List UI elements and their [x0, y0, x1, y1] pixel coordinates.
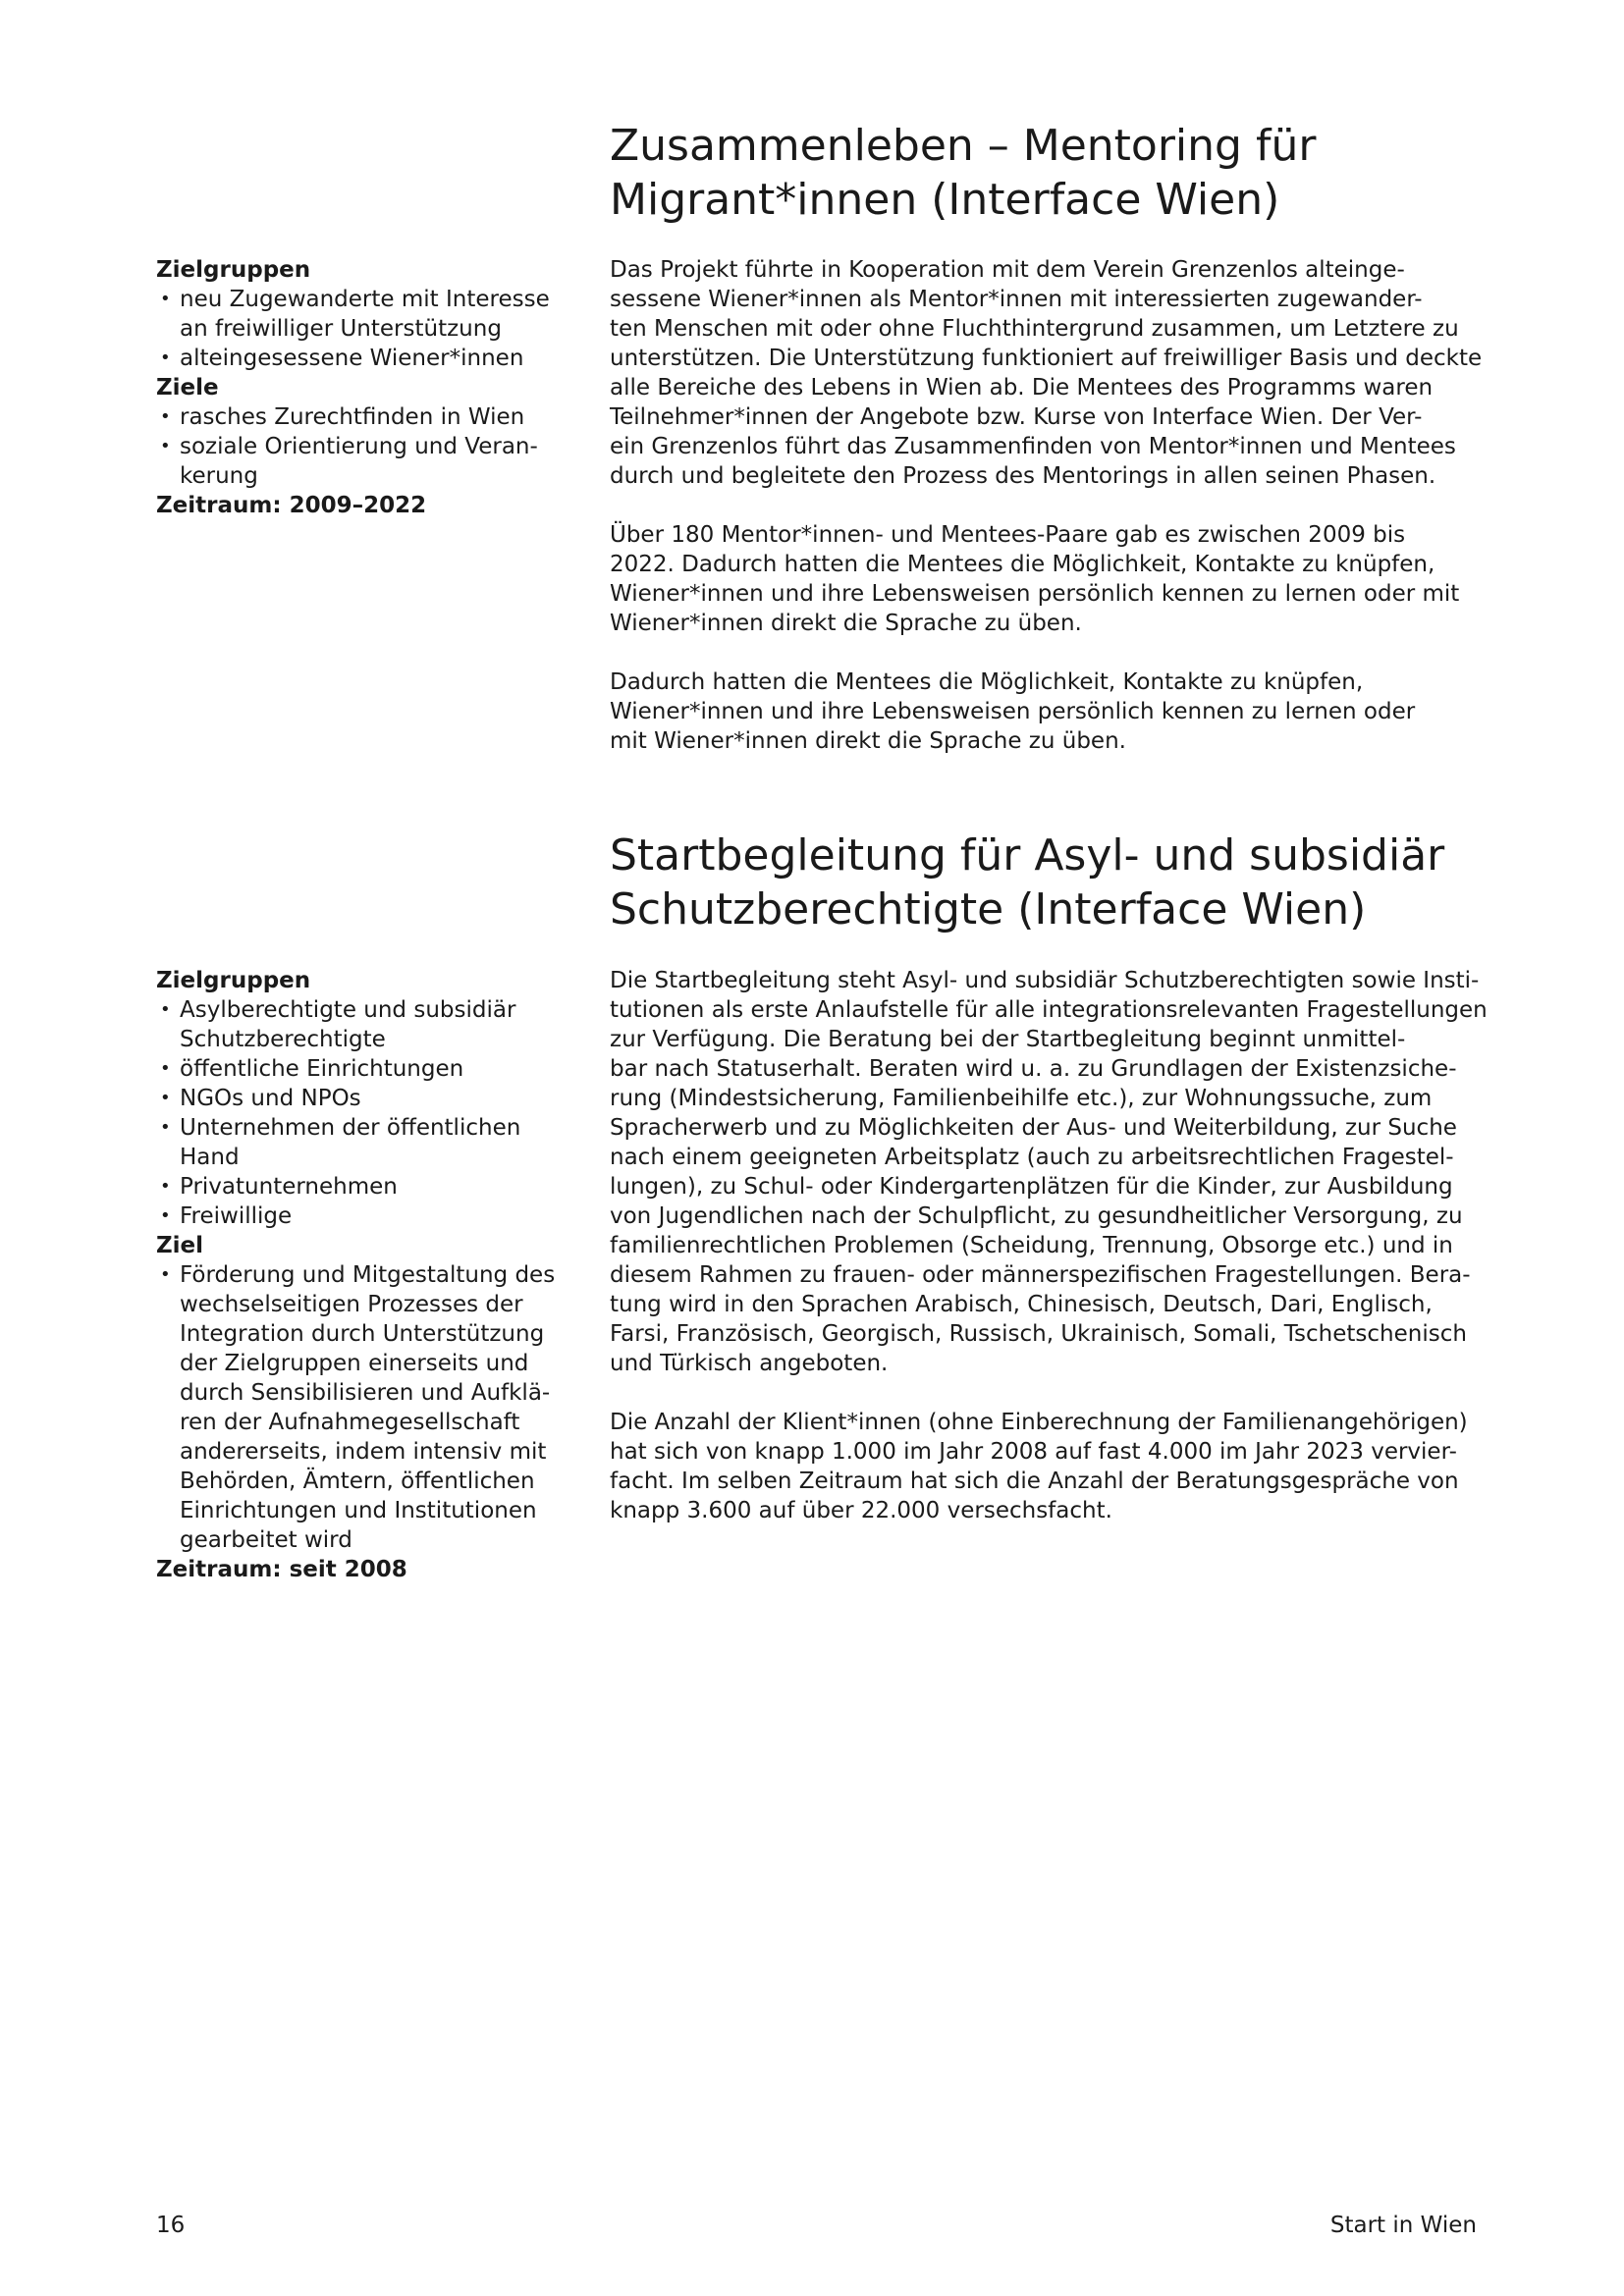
list-item: • neu Zugewanderte mit Interesse an freiwilliger Unterstützung	[156, 285, 568, 344]
list-item: • Asylberechtigte und subsidiär Schutzberechtigte	[156, 995, 568, 1054]
list-item: • Privatunternehmen	[156, 1172, 568, 1201]
zeitraum-label: Zeitraum: 2009–2022	[156, 493, 427, 518]
ziele-label: Ziele	[156, 375, 219, 400]
ziele-list	[156, 402, 568, 491]
paragraph: Dadurch hatten die Mentees die Möglichkeit, Kontakte zu knüpfen, Wiener*innen und ihre Lebensweisen persönlich kennen zu lernen oder mit Wiener*innen direkt die Sprache zu üben.	[610, 669, 1416, 754]
paragraph: Die Startbegleitung steht Asyl- und subsidiär Schutzberechtigten sowie Insti- tutionen als erste Anlaufstelle für alle integrationsrelevanten Fragestellungen zur Verfügung. Die Beratung bei der Startbegleitung beginnt unmittel- bar nach Statuserhalt. Beraten wird u. a. zu Grundlagen der Existenzsiche- rung (Mindestsicherung, Familienbeihilfe etc.), zur Wohnungssuche, zum Spracherwerb und zu Möglichkeiten der Aus- und Weiterbildung, zur Suche nach einem geeigneten Arbeitsplatz (auch zu arbeitsrechtlichen Fragestel- lungen), zu Schul- oder Kindergartenplätzen für die Kinder, zur Ausbildung von Jugendlichen nach der Schulpflicht, zu gesundheitlicher Versorgung, zu familienrechtlichen Problemen (Scheidung, Trennung, Obsorge etc.) und in diesem Rahmen zu frauen- oder männerspezifischen Fragestellungen. Bera- tung wird in den Sprachen Arabisch, Chinesisch, Deutsch, Dari, Englisch, Farsi, Französisch, Georgisch, Russisch, Ukrainisch, Somali, Tschetschenisch und Türkisch angeboten.	[610, 968, 1488, 1376]
list-item: • soziale Orientierung und Veran- kerung	[156, 432, 568, 491]
section1-heading-line2: Migrant*innen (Interface Wien)	[610, 175, 1280, 225]
section2-heading	[610, 828, 1552, 936]
zeitraum-label: Zeitraum: seit 2008	[156, 1557, 407, 1582]
zielgruppen-label: Zielgruppen	[156, 968, 311, 993]
section2-body	[610, 966, 1493, 1555]
list-item: • Freiwillige	[156, 1201, 568, 1231]
list-item: • rasches Zurechtfinden in Wien	[156, 402, 568, 432]
section1-heading-line1: Zusammenleben – Mentoring für	[610, 121, 1317, 171]
section1-heading	[610, 119, 1552, 227]
ziel-list	[156, 1260, 568, 1555]
zielgruppen-list	[156, 285, 568, 373]
list-item: • NGOs und NPOs	[156, 1084, 568, 1113]
list-item: • Förderung und Mitgestaltung des wechselseitigen Prozesses der Integration durch Unterstützung der Zielgruppen einerseits und durch Sensibilisieren und Aufklä- ren der Aufnahmegesellschaft andererseits, indem intensiv mit Behörden, Ämtern, öffentlichen Einrichtungen und Institutionen gearbeitet wird	[156, 1260, 568, 1555]
page-number: 16	[156, 2213, 186, 2238]
section1-body	[610, 255, 1493, 785]
section1-sidebar	[156, 255, 568, 520]
section2-heading-line2: Schutzberechtigte (Interface Wien)	[610, 884, 1367, 934]
list-item: • öffentliche Einrichtungen	[156, 1054, 568, 1084]
zielgruppen-label: Zielgruppen	[156, 257, 311, 283]
paragraph: Das Projekt führte in Kooperation mit dem Verein Grenzenlos alteinge- sessene Wiener*innen als Mentor*innen mit interessierten zugewander- ten Menschen mit oder ohne Fluchthintergrund zusammen, um Letztere zu unterstützen. Die Unterstützung funktioniert auf freiwilliger Basis und deckte alle Bereiche des Lebens in Wien ab. Die Mentees des Programms waren Teilnehmer*innen der Angebote bzw. Kurse von Interface Wien. Der Ver- ein Grenzenlos führt das Zusammenfinden von Mentor*innen und Mentees durch und begleitete den Prozess des Mentorings in allen seinen Phasen.	[610, 257, 1483, 489]
paragraph: Über 180 Mentor*innen- und Mentees-Paare gab es zwischen 2009 bis 2022. Dadurch hatten die Mentees die Möglichkeit, Kontakte zu knüpfen, Wiener*innen und ihre Lebensweisen persönlich kennen zu lernen oder mit Wiener*innen direkt die Sprache zu üben.	[610, 522, 1460, 636]
zielgruppen-list	[156, 995, 568, 1231]
list-item: • Unternehmen der öffentlichen Hand	[156, 1113, 568, 1172]
ziel-label: Ziel	[156, 1233, 204, 1258]
list-item: • alteingesessene Wiener*innen	[156, 344, 568, 373]
section2-sidebar	[156, 966, 568, 1584]
publication-title: Start in Wien	[1329, 2213, 1477, 2238]
section2-heading-line1: Startbegleitung für Asyl- und subsidiär	[610, 830, 1445, 881]
paragraph: Die Anzahl der Klient*innen (ohne Einberechnung der Familienangehörigen) hat sich von knapp 1.000 im Jahr 2008 auf fast 4.000 im Jahr 2023 vervier- facht. Im selben Zeitraum hat sich die Anzahl der Beratungsgespräche von knapp 3.600 auf über 22.000 versechsfacht.	[610, 1410, 1468, 1523]
